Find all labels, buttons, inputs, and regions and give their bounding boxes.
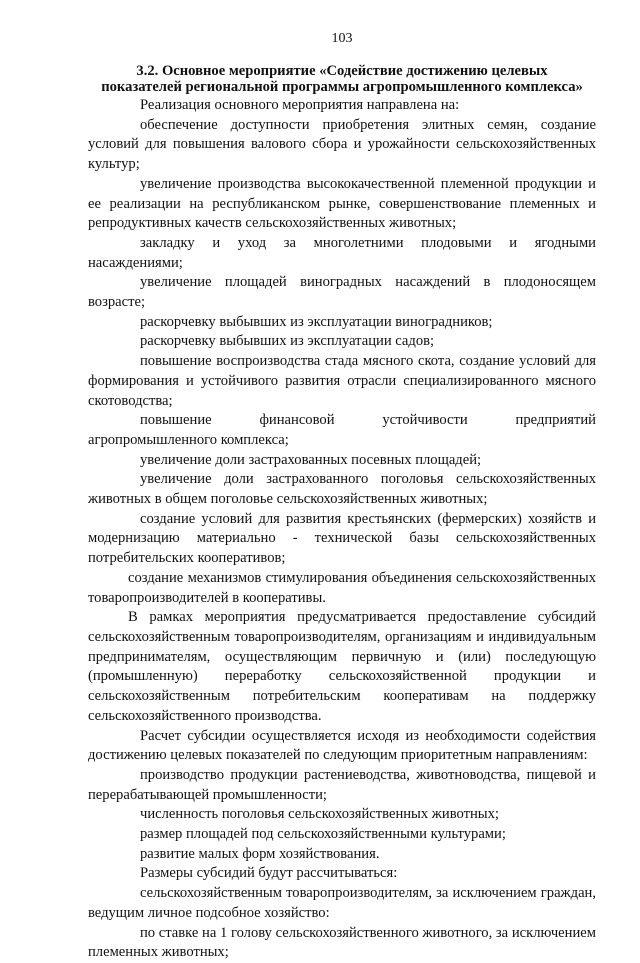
- body-text: [88, 96, 596, 963]
- list-item-cooperatives: создание механизмов стимулирования объединения сельскохозяйственных товаропроизводителей в кооперативы.: [88, 569, 596, 606]
- list-item-garden-uprooting: раскорчевку выбывших из эксплуатации садов;: [140, 333, 435, 350]
- list-item-producers: сельскохозяйственным товаропроизводителям, за исключением граждан, ведущим личное подсобное хозяйство:: [88, 885, 596, 921]
- list-item-rate-per-head: по ставке на 1 голову сельскохозяйственного животного, за исключением племенных животных;: [88, 924, 596, 961]
- paragraph-subsidy-calculation: Расчет субсидии осуществляется исходя из необходимости содействия достижению целевых показателей по следующим приоритетным направлениям:: [88, 727, 596, 764]
- list-item-vineyard-uprooting: раскорчевку выбывших из эксплуатации виноградников;: [140, 313, 493, 330]
- list-item-vineyard-area: увеличение площадей виноградных насаждений в плодоносящем возрасте;: [88, 274, 596, 311]
- list-item-crop-area: размер площадей под сельскохозяйственными культурами;: [140, 826, 506, 843]
- list-item-farm-development: создание условий для развития крестьянских (фермерских) хозяйств и модернизацию материально - технической базы сельскохозяйственных потребительских кооперативов;: [88, 510, 596, 567]
- section-heading: [88, 63, 596, 95]
- paragraph-intro: Реализация основного мероприятия направлена на:: [140, 97, 460, 113]
- paragraph-subsidies: В рамках мероприятия предусматривается предоставление субсидий сельскохозяйственным товаропроизводителям, организациям и индивидуальным предпринимателям, осуществляющим первичную и (или) последующую (промышленную) переработку сельскохозяйственной продукции и сельскохозяйственным потребительским кооперативам на поддержку сельскохозяйственного производства.: [88, 609, 596, 724]
- list-item-insured-livestock: увеличение доли застрахованного поголовья сельскохозяйственных животных в общем поголовье сельскохозяйственных животных;: [88, 471, 596, 508]
- list-item-insured-crops: увеличение доли застрахованных посевных площадей;: [140, 451, 482, 468]
- list-item-breeding-products: увеличение производства высококачественной племенной продукции и ее реализации на республиканском рынке, совершенствование племенных и репродуктивных качеств сельскохозяйственных животных;: [88, 175, 596, 232]
- list-item-small-farms: развитие малых форм хозяйствования.: [140, 845, 380, 862]
- list-item-orchards: закладку и уход за многолетними плодовыми и ягодными насаждениями;: [88, 234, 596, 271]
- list-item-elite-seeds: обеспечение доступности приобретения элитных семян, создание условий для повышения валового сбора и урожайности сельскохозяйственных культур;: [88, 116, 596, 173]
- list-item-production: производство продукции растениеводства, животноводства, пищевой и перерабатывающей промышленности;: [88, 766, 596, 803]
- list-item-beef-cattle: повышение воспроизводства стада мясного скота, создание условий для формирования и устойчивого развития отрасли специализированного мясного скотоводства;: [88, 353, 596, 409]
- paragraph-subsidy-size: Размеры субсидий будут рассчитываться:: [140, 865, 398, 882]
- list-item-livestock-count: численность поголовья сельскохозяйственных животных;: [140, 806, 499, 823]
- page-number: 103: [331, 31, 353, 46]
- list-item-financial-stability: повышение финансовой устойчивости предприятий агропромышленного комплекса;: [88, 412, 596, 448]
- section-heading-line-2: показателей региональной программы агропромышленного комплекса»: [101, 79, 583, 95]
- section-heading-line-1: 3.2. Основное мероприятие «Содействие достижению целевых: [136, 63, 548, 79]
